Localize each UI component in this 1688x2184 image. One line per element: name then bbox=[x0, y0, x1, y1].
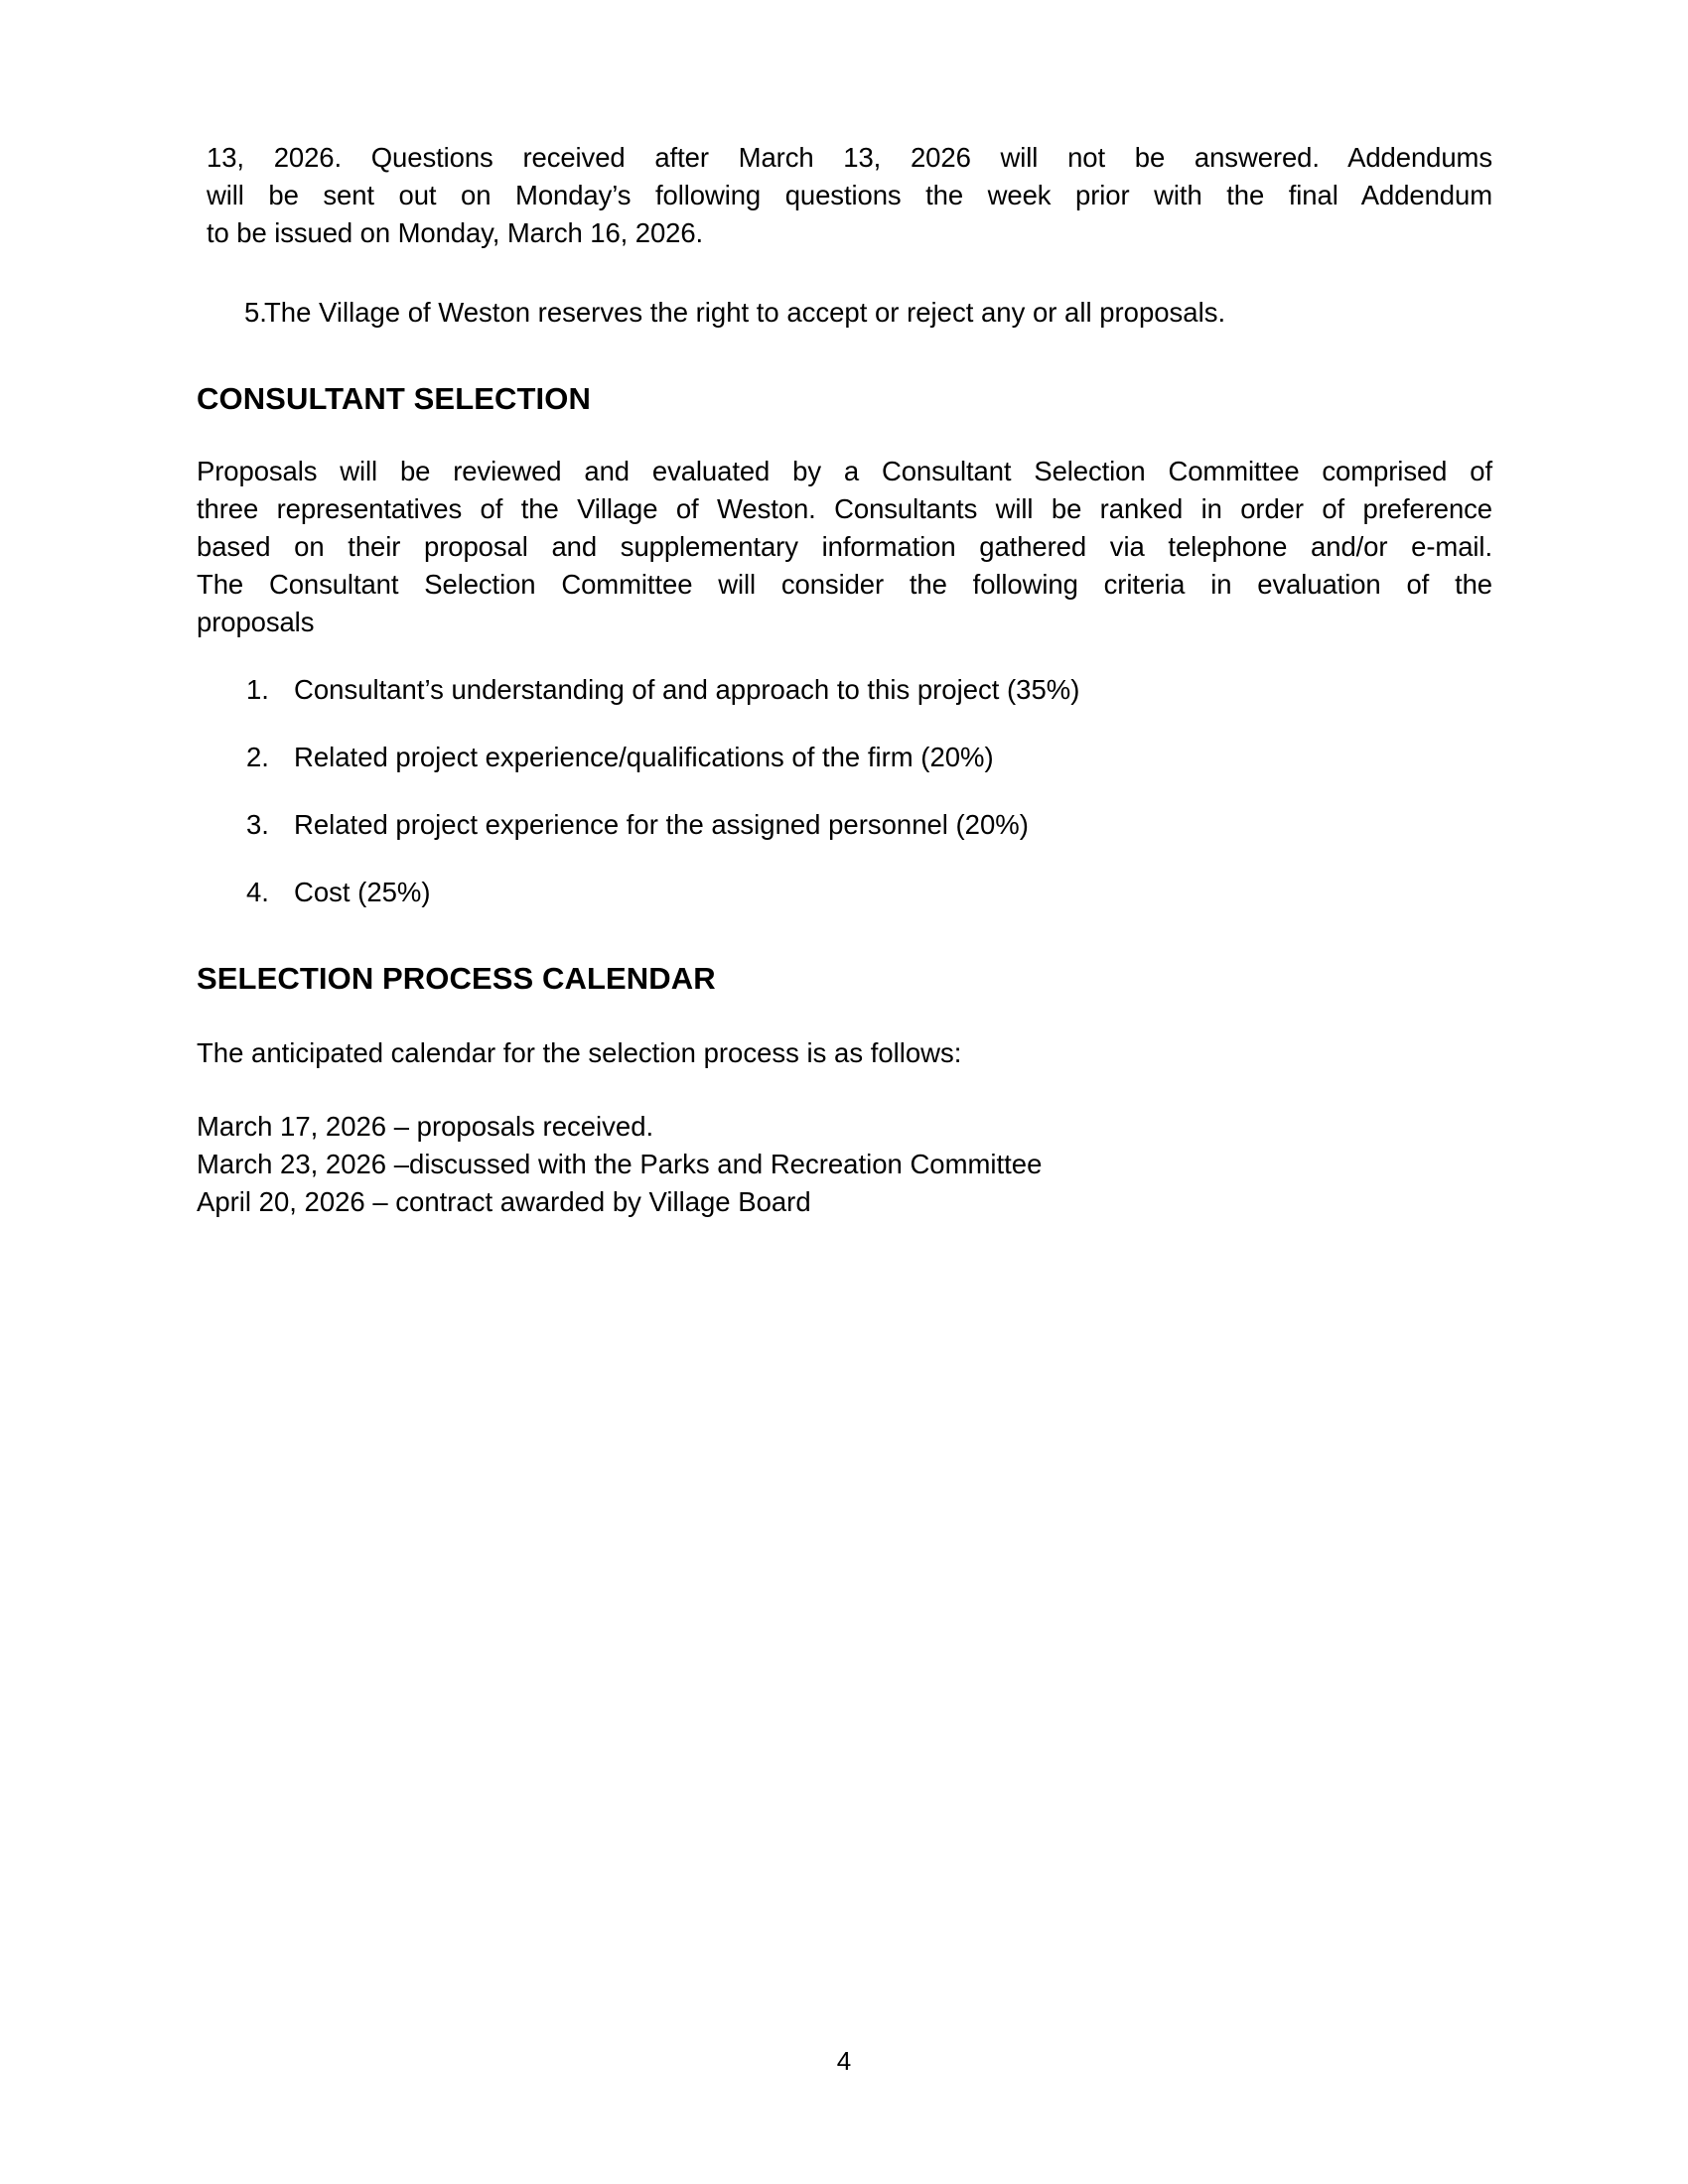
continuation-paragraph-line-1: 13, 2026. Questions received after March 13, 2026 will not be answered. Addendums bbox=[207, 142, 1492, 173]
list-item-marker: 2. bbox=[246, 742, 269, 772]
consultant-selection-paragraph-line-3: based on their proposal and supplementary information gathered via telephone and/or e-mail. bbox=[197, 531, 1492, 562]
list-item bbox=[197, 739, 1492, 776]
calendar-intro-text: The anticipated calendar for the selection process is as follows: bbox=[197, 1037, 962, 1068]
list-item-marker: 5. bbox=[244, 297, 267, 328]
list-item-marker: 3. bbox=[246, 809, 269, 840]
continuation-paragraph bbox=[207, 139, 1492, 252]
top-numbered-list bbox=[197, 294, 1492, 332]
consultant-selection-paragraph-line-5: proposals bbox=[197, 607, 315, 637]
consultant-selection-heading: CONSULTANT SELECTION bbox=[197, 381, 591, 416]
list-item-text: Related project experience for the assigned personnel (20%) bbox=[294, 809, 1029, 840]
calendar-line: April 20, 2026 – contract awarded by Village Board bbox=[197, 1186, 811, 1217]
list-item bbox=[197, 671, 1492, 709]
consultant-selection-paragraph bbox=[197, 453, 1492, 641]
evaluation-criteria-list bbox=[197, 671, 1492, 911]
continuation-paragraph-line-3: to be issued on Monday, March 16, 2026. bbox=[207, 217, 704, 248]
list-item-marker: 4. bbox=[246, 877, 269, 907]
list-item bbox=[197, 294, 1492, 332]
continuation-paragraph-line-2: will be sent out on Monday’s following questions the week prior with the final Addendum bbox=[207, 180, 1492, 210]
list-item bbox=[197, 806, 1492, 844]
consultant-selection-paragraph-line-1: Proposals will be reviewed and evaluated by a Consultant Selection Committee comprised of bbox=[197, 456, 1492, 486]
list-item-text: The Village of Weston reserves the right to accept or reject any or all proposals. bbox=[264, 297, 1226, 328]
list-item-marker: 1. bbox=[246, 674, 269, 705]
page-number: 4 bbox=[836, 2046, 852, 2076]
list-item-text: Related project experience/qualifications of the firm (20%) bbox=[294, 742, 994, 772]
page-content bbox=[197, 139, 1492, 1221]
list-item-text: Cost (25%) bbox=[294, 877, 431, 907]
consultant-selection-paragraph-line-4: The Consultant Selection Committee will consider the following criteria in evaluation of the bbox=[197, 569, 1492, 600]
selection-process-calendar-heading: SELECTION PROCESS CALENDAR bbox=[197, 961, 716, 996]
calendar-line: March 23, 2026 –discussed with the Parks and Recreation Committee bbox=[197, 1149, 1043, 1179]
calendar-schedule bbox=[197, 1108, 1492, 1221]
list-item bbox=[197, 874, 1492, 911]
consultant-selection-paragraph-line-2: three representatives of the Village of Weston. Consultants will be ranked in order of preference bbox=[197, 493, 1492, 524]
calendar-line: March 17, 2026 – proposals received. bbox=[197, 1111, 654, 1142]
list-item-text: Consultant’s understanding of and approach to this project (35%) bbox=[294, 674, 1080, 705]
